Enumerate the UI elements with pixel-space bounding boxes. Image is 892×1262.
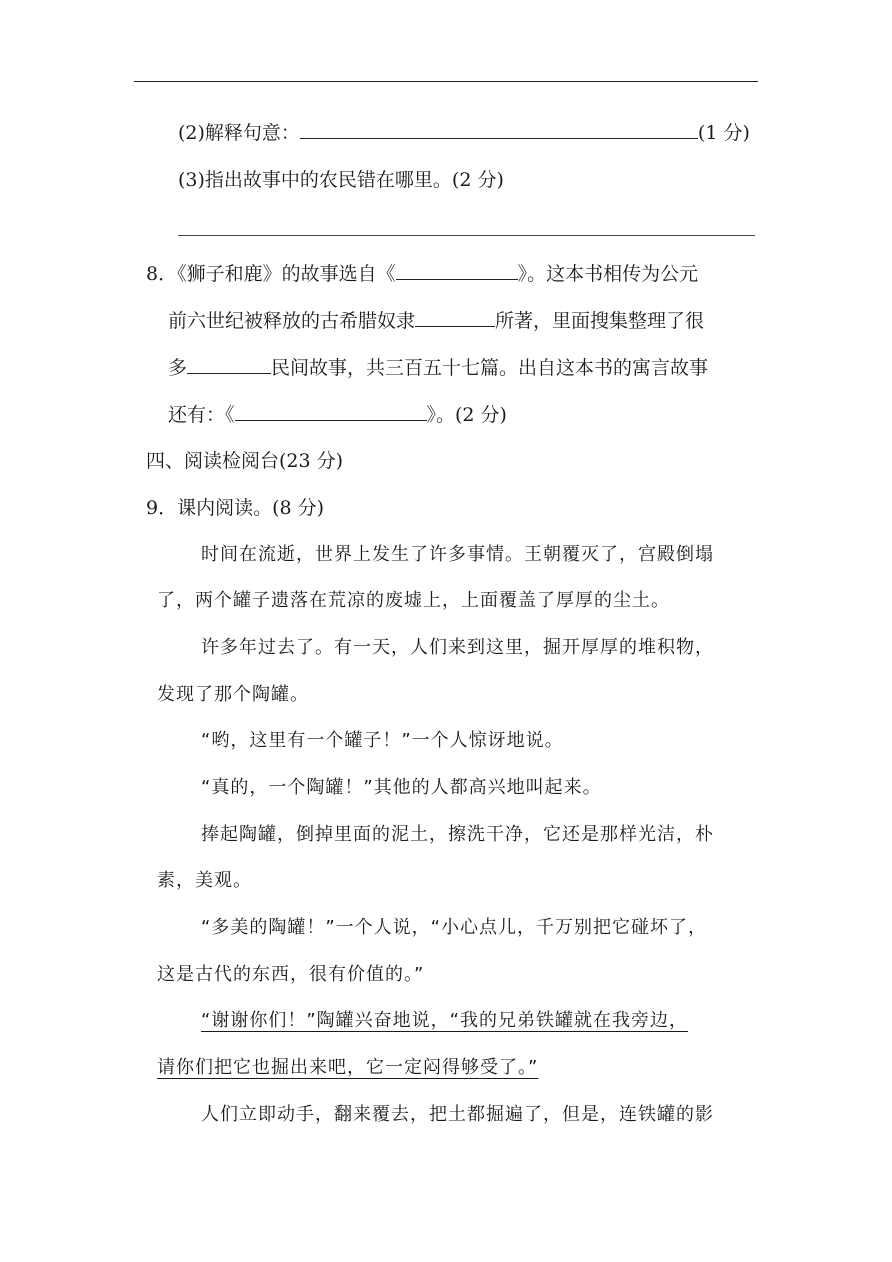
q8-line4-text-a: 还有：《	[168, 404, 235, 426]
q8-line3-text-a: 多	[168, 357, 188, 379]
q8-line3-text-b: 民间故事，共三百五十七篇。出自这本书的寓言故事	[271, 357, 709, 379]
q7-part2-label: (2)解释句意：	[178, 122, 300, 144]
q8-line2	[168, 308, 704, 333]
passage-p6-line2: 这是古代的东西，很有价值的。”	[157, 964, 425, 985]
section4-title: 四、阅读检阅台(23 分)	[146, 450, 344, 472]
q8-line1-text-b: 》。这本书相传为公元	[517, 263, 699, 285]
q8-book-blank[interactable]	[396, 261, 518, 280]
q7-part2-blank[interactable]	[300, 120, 698, 139]
q8-line3	[168, 355, 708, 380]
passage-p7-line2-underlined: 请你们把它也掘出来吧，它一定闷得够受了。”	[157, 1057, 539, 1078]
q8-line1-text-a: 8．《狮子和鹿》的故事选自《	[146, 263, 396, 285]
passage-p4: “真的，一个陶罐！”其他的人都高兴地叫起来。	[201, 777, 602, 798]
passage-p1-line1: 时间在流逝，世界上发生了许多事情。王朝覆灭了，宫殿倒塌	[201, 544, 714, 565]
q9-title: 9．课内阅读。(8 分)	[146, 497, 325, 519]
passage-p3: “哟，这里有一个罐子！”一个人惊讶地说。	[201, 730, 564, 751]
passage-p5-line2: 素，美观。	[157, 870, 252, 891]
q7-part3: (3)指出故事中的农民错在哪里。(2 分)	[178, 169, 504, 191]
passage-p5-line1: 捧起陶罐，倒掉里面的泥土，擦洗干净，它还是那样光洁，朴	[201, 824, 714, 845]
q8-author-blank[interactable]	[415, 308, 495, 327]
passage-p2-line1: 许多年过去了。有一天，人们来到这里，掘开厚厚的堆积物，	[201, 637, 714, 658]
passage-p7-line1-underlined: “谢谢你们！”陶罐兴奋地说，“我的兄弟铁罐就在我旁边，	[201, 1010, 688, 1031]
q7-part2	[178, 120, 750, 145]
q7-part2-score: (1 分)	[697, 122, 750, 144]
top-rule	[134, 81, 758, 82]
q8-line4	[168, 402, 507, 427]
q8-line1	[146, 261, 698, 286]
passage-p1-line2: 了，两个罐子遗落在荒凉的废墟上，上面覆盖了厚厚的尘土。	[157, 590, 670, 611]
q7-part3-answer-line[interactable]	[178, 235, 755, 236]
passage-p6-line1: “多美的陶罐！”一个人说，“小心点儿，千万别把它碰坏了，	[201, 917, 707, 938]
q8-line2-text-b: 所著，里面搜集整理了很	[495, 310, 705, 332]
q8-line2-text-a: 前六世纪被释放的古希腊奴隶	[168, 310, 416, 332]
q8-line4-text-b: 》。(2 分)	[426, 404, 507, 426]
q8-type-blank[interactable]	[187, 355, 271, 374]
passage-p8-line1: 人们立即动手，翻来覆去，把土都掘遍了，但是，连铁罐的影	[201, 1104, 714, 1125]
passage-p2-line2: 发现了那个陶罐。	[157, 684, 309, 705]
q8-other-story-blank[interactable]	[235, 402, 427, 421]
